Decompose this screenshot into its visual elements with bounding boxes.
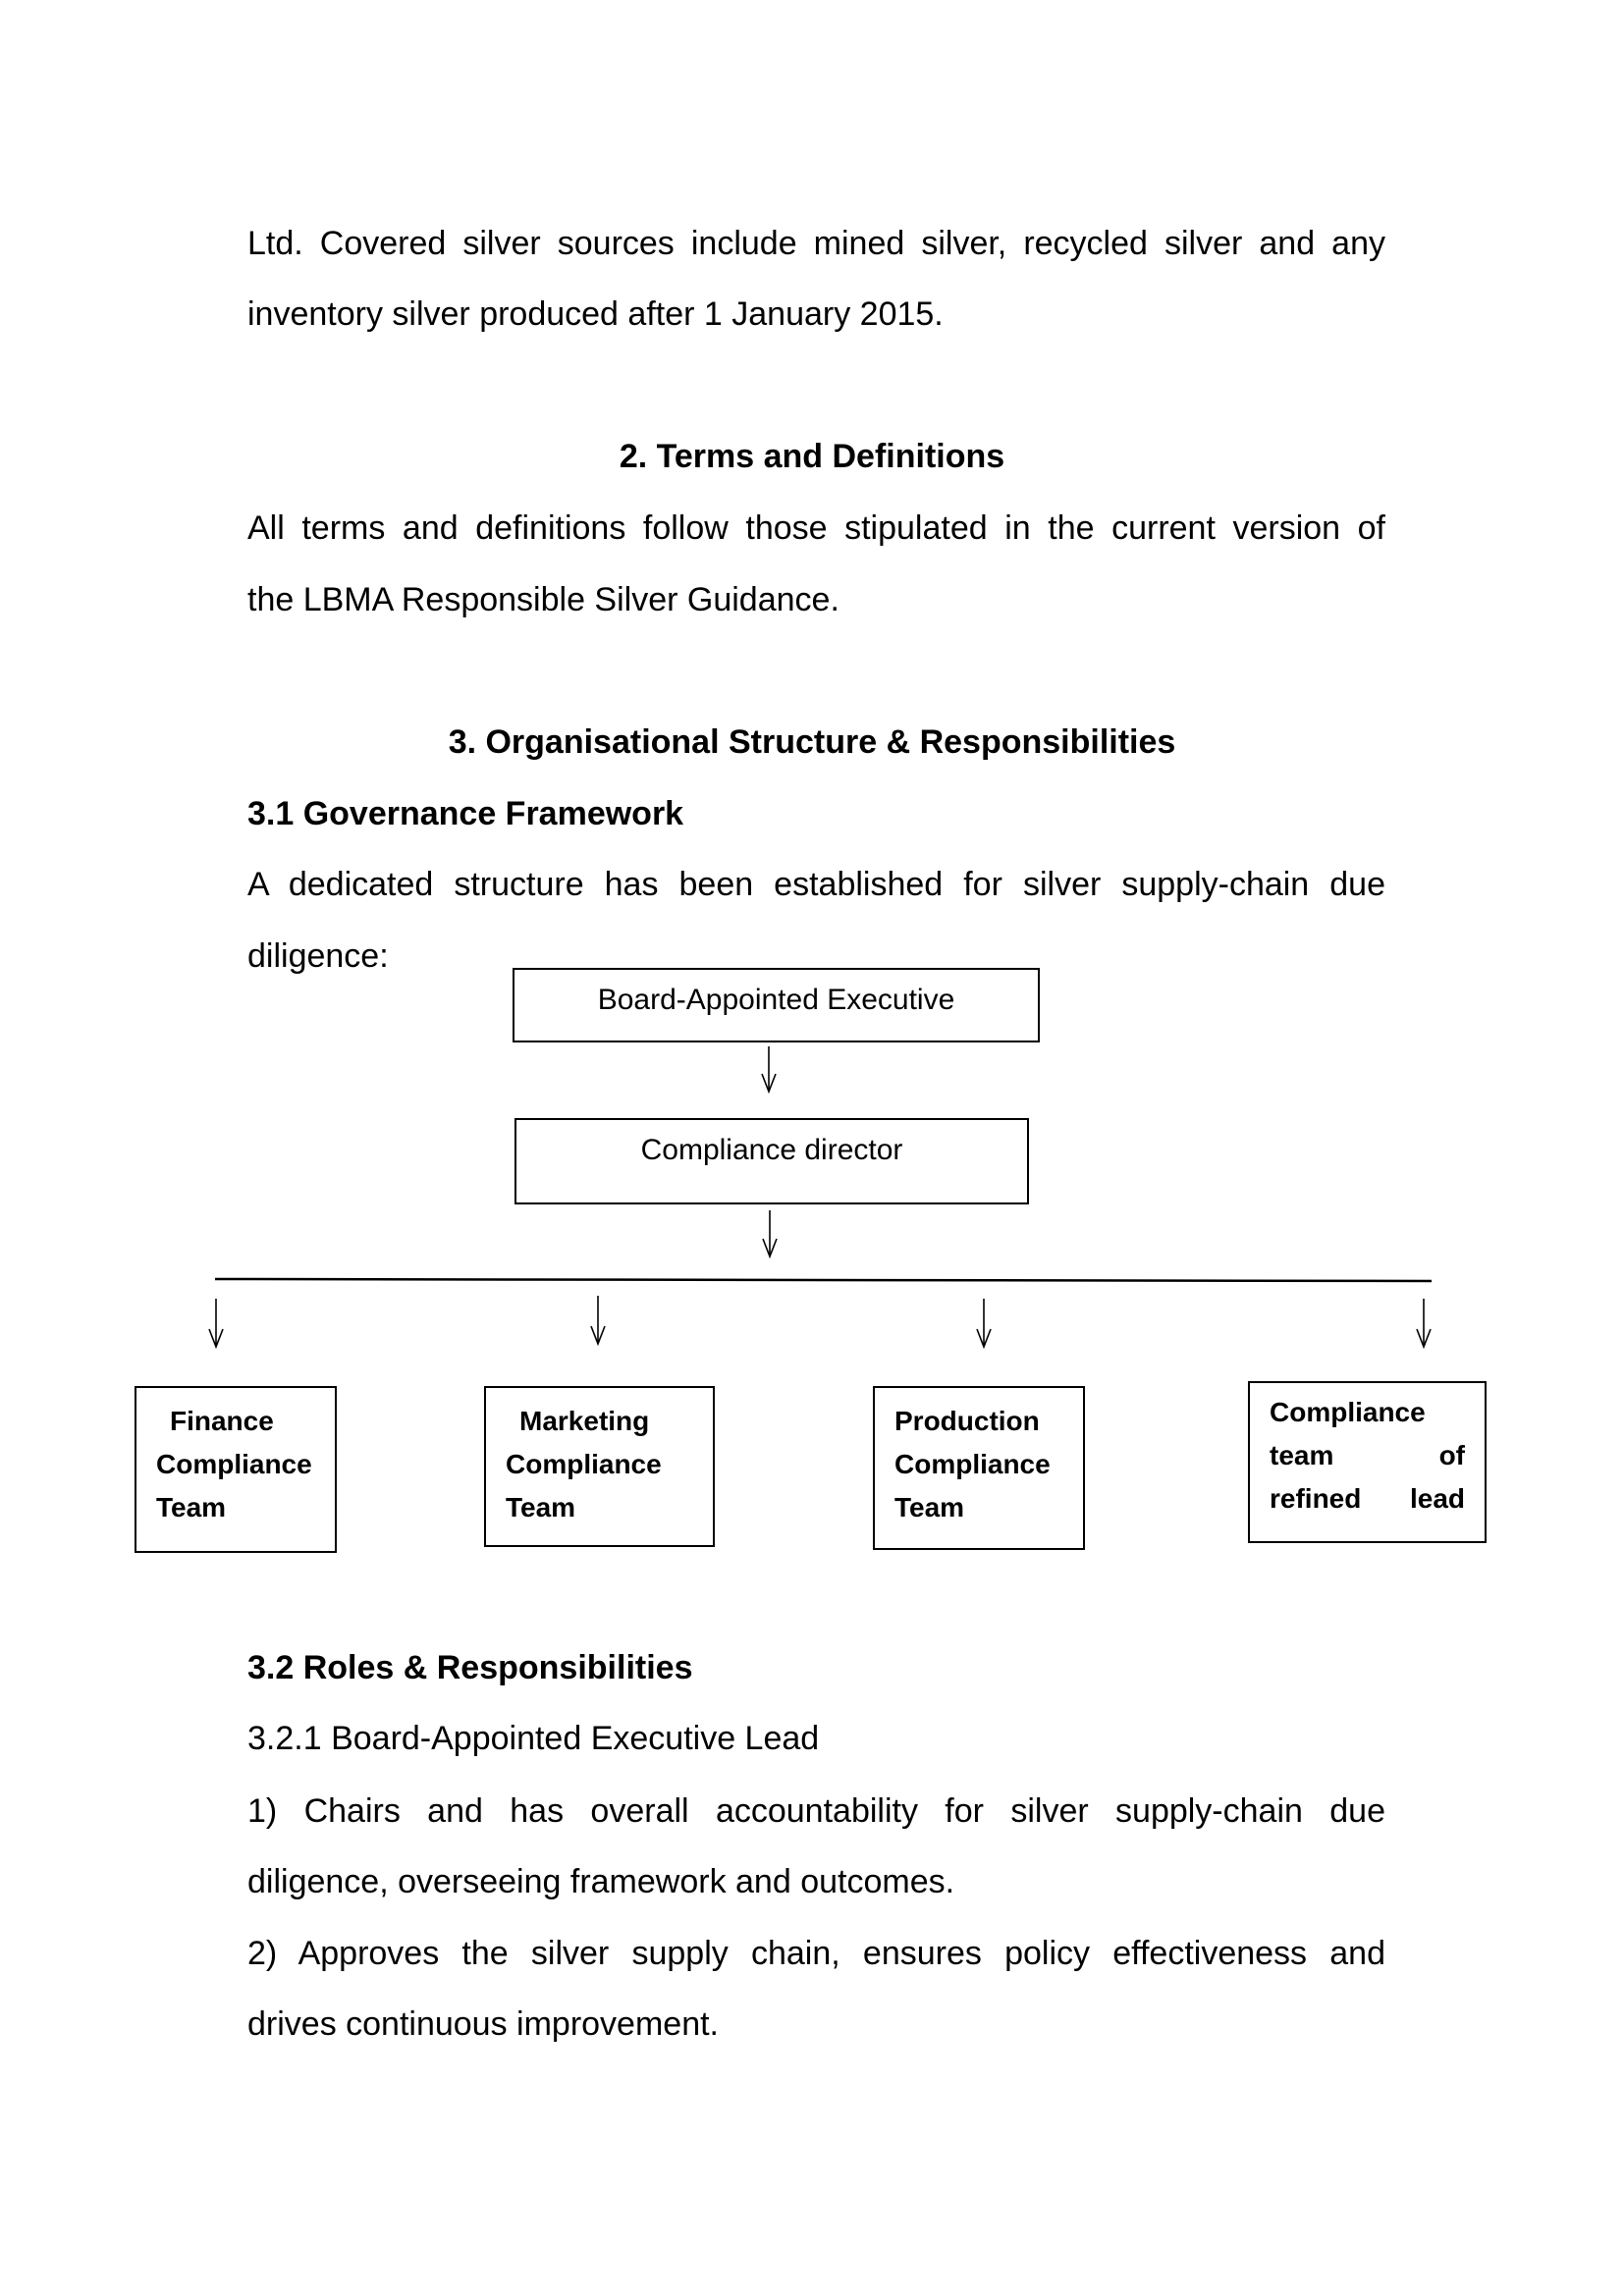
team-label-word: refined: [1270, 1483, 1362, 1514]
org-box-refined-lead-team: [1248, 1381, 1487, 1543]
team-label-line: Production: [894, 1406, 1040, 1436]
org-box-board-executive: [513, 968, 1040, 1042]
section-3-2-heading: 3.2 Roles & Responsibilities: [247, 1649, 693, 1686]
intro-line-1: Ltd. Covered silver sources include mined silver, recycled silver and any: [247, 225, 1385, 262]
arrow-to-marketing: [591, 1296, 605, 1344]
arrow-board-to-director: [762, 1046, 776, 1092]
section-3-2-1-heading: 3.2.1 Board-Appointed Executive Lead: [247, 1720, 820, 1757]
section-3-line-2: diligence:: [247, 937, 389, 975]
section-2-heading: 2. Terms and Definitions: [619, 438, 1005, 475]
team-label-word: lead: [1409, 1483, 1465, 1514]
org-box-marketing-team: [484, 1386, 715, 1547]
team-label-line: [1270, 1434, 1485, 1477]
item-1-line-1: 1) Chairs and has overall accountability for silver supply-chain due: [247, 1792, 1385, 1830]
team-label-word: of: [1438, 1440, 1465, 1470]
team-label-line: Marketing: [519, 1406, 650, 1436]
team-label-line: Team: [506, 1492, 576, 1522]
arrow-director-to-line: [763, 1210, 777, 1256]
team-label-line: Team: [894, 1492, 965, 1522]
intro-line-2: inventory silver produced after 1 January 2015.: [247, 295, 944, 333]
item-2-line-1: 2) Approves the silver supply chain, ensures policy effectiveness and: [247, 1935, 1385, 1972]
arrow-to-finance: [209, 1299, 223, 1347]
arrow-to-production: [977, 1299, 991, 1347]
arrow-to-refined-lead: [1417, 1299, 1431, 1347]
team-label-line: Compliance: [506, 1449, 662, 1479]
item-1-line-2: diligence, overseeing framework and outcomes.: [247, 1863, 955, 1900]
section-3-heading: 3. Organisational Structure & Responsibilities: [448, 723, 1176, 761]
team-label-word: team: [1270, 1440, 1334, 1470]
team-label-line: Compliance: [156, 1449, 312, 1479]
section-2-line-1: All terms and definitions follow those stipulated in the current version of: [247, 509, 1385, 547]
team-label-line: [1270, 1477, 1485, 1521]
team-label-line: Compliance: [1270, 1397, 1426, 1427]
org-box-finance-team: [135, 1386, 337, 1553]
section-2-line-2: the LBMA Responsible Silver Guidance.: [247, 581, 839, 618]
team-label-line: Compliance: [894, 1449, 1051, 1479]
horizontal-branch-line: [215, 1279, 1432, 1281]
section-3-1-heading: 3.1 Governance Framework: [247, 795, 684, 832]
section-3-line-1: A dedicated structure has been established for silver supply-chain due: [247, 866, 1385, 903]
item-2-line-2: drives continuous improvement.: [247, 2005, 720, 2043]
org-box-compliance-director: [514, 1118, 1029, 1204]
team-label-line: Team: [156, 1492, 227, 1522]
org-box-production-team: [873, 1386, 1085, 1550]
org-box-compliance-director-label: Compliance director: [640, 1134, 903, 1166]
team-label-line: Finance: [170, 1406, 274, 1436]
org-box-board-executive-label: Board-Appointed Executive: [597, 984, 955, 1016]
